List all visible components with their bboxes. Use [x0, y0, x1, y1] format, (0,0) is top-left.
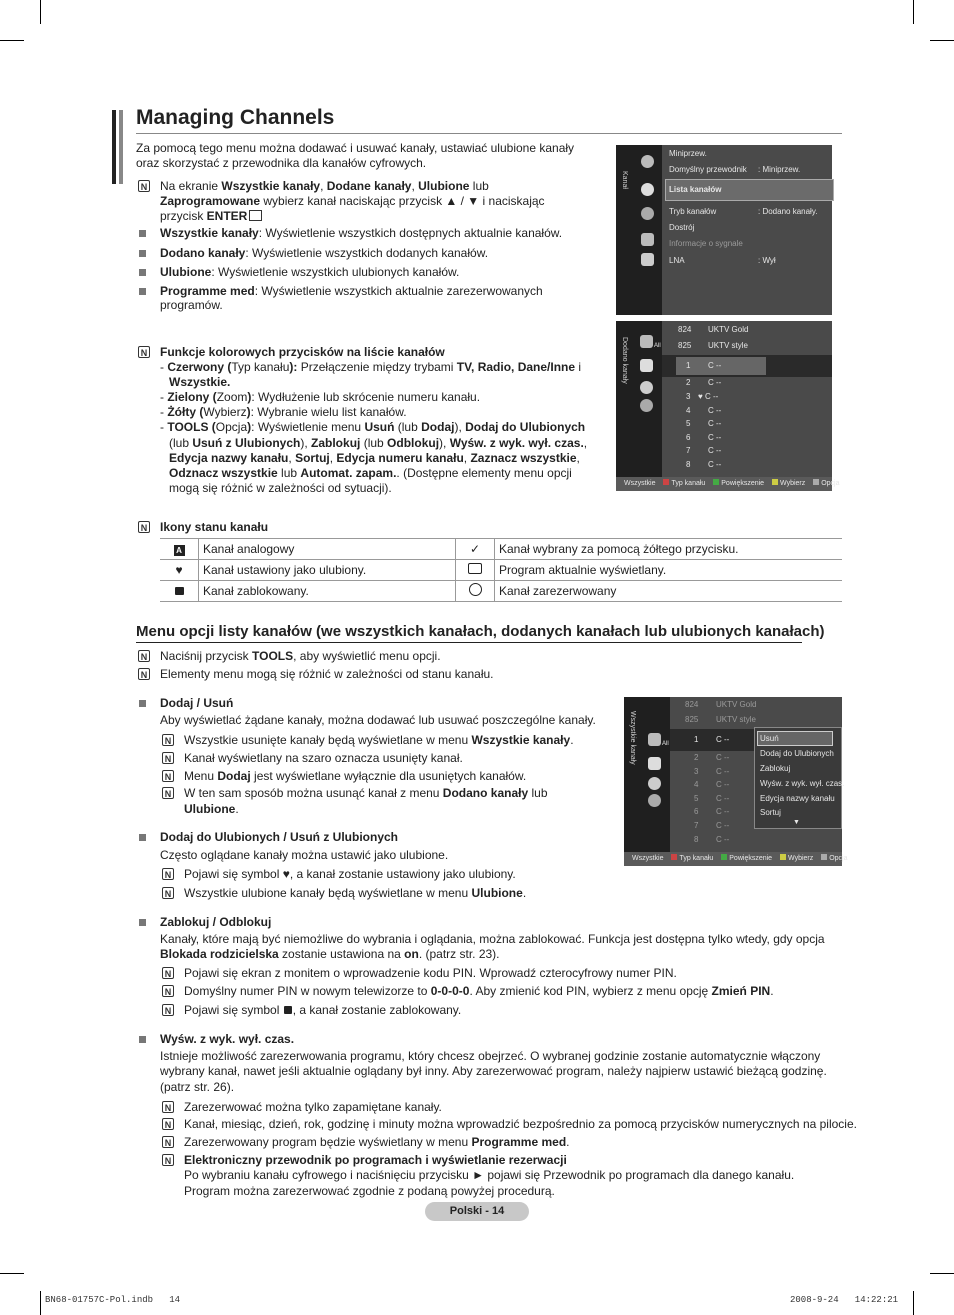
- note-enter-line2: Zaprogramowane wybierz kanał naciskając przycisk ▲ / ▼ i naciskając: [160, 194, 545, 208]
- all-icon-label: All: [662, 741, 669, 747]
- crop-mark: [930, 40, 954, 41]
- sound-icon: [641, 183, 654, 196]
- footer-zoom[interactable]: Powiększenie: [721, 480, 765, 487]
- tools-note: Naciśnij przycisk TOOLS, aby wyświetlić menu opcji.: [160, 649, 441, 663]
- lock-icon: [284, 1006, 292, 1014]
- bullet-square: [139, 230, 146, 237]
- footer-type[interactable]: Typ kanału: [679, 855, 714, 862]
- clock-icon: [640, 399, 653, 412]
- note-icon: N: [162, 967, 174, 979]
- page-number-badge: Polski - 14: [425, 1202, 529, 1221]
- title-bar: [119, 110, 123, 184]
- osd-sidebar: [616, 145, 662, 315]
- timer-view-note4: Elektroniczny przewodnik po programach i wyświetlanie rezerwacji: [184, 1153, 567, 1167]
- timer-view-note4-desc2: Program można zarezerwować zgodnie z podaną powyżej procedurą.: [184, 1184, 555, 1198]
- table-cell: Kanał analogowy: [199, 539, 456, 560]
- note-icon: N: [162, 1004, 174, 1016]
- channel-number: 5: [694, 794, 699, 803]
- channel-number: 3: [694, 767, 699, 776]
- osd-vertical-label: Kanał: [621, 171, 628, 189]
- add-delete-note3: Menu Dodaj jest wyświetlane wyłącznie dla usuniętych kanałów.: [184, 769, 527, 783]
- note-icon: N: [162, 1136, 174, 1148]
- note-icon: N: [138, 650, 150, 662]
- favourite-note2: Wszystkie ulubione kanały będą wyświetlane w menu Ulubione.: [184, 886, 527, 900]
- option-sort[interactable]: Sortuj: [760, 808, 781, 817]
- channel-name[interactable]: UKTV Gold: [708, 325, 749, 334]
- bullet-square: [139, 288, 146, 295]
- lock-note2: Domyślny numer PIN w nowym telewizorze to 0-0-0-0. Aby zmienić kod PIN, wybierz z menu opcję Zmień PIN.: [184, 984, 774, 998]
- tv-icon: [648, 757, 661, 770]
- channel-name[interactable]: C --: [708, 446, 722, 455]
- osd-row[interactable]: Lista kanałów: [669, 185, 722, 194]
- input-icon: [641, 253, 654, 266]
- osd-sidebar: [624, 697, 670, 866]
- tv-icon: [456, 560, 495, 581]
- option-timer-view[interactable]: Wyśw. z wyk. wył. czas.: [760, 779, 845, 788]
- crop-mark: [930, 1273, 954, 1274]
- channel-name[interactable]: UKTV style: [708, 341, 749, 350]
- channel-number: 7: [694, 821, 699, 830]
- osd-row[interactable]: LNA: [669, 256, 685, 265]
- bullet-square: [139, 834, 146, 841]
- red-button-line2: Wszystkie.: [169, 375, 231, 389]
- analog-icon: A: [160, 539, 199, 560]
- title-underline: [136, 133, 842, 134]
- option-lock[interactable]: Zablokuj: [760, 764, 791, 773]
- print-footer-right: 2008-9-24 14:22:21: [790, 1295, 899, 1305]
- options-note: Elementy menu mogą się różnić w zależności od stanu kanału.: [160, 667, 494, 681]
- channel-name[interactable]: C --: [708, 361, 722, 370]
- osd-footer: [624, 852, 848, 866]
- osd-channel-list: [662, 321, 832, 491]
- footer-select[interactable]: Wybierz: [788, 855, 814, 862]
- channel-name[interactable]: C --: [716, 835, 730, 844]
- channel-number: 824: [685, 700, 699, 709]
- channel-number: 4: [694, 780, 699, 789]
- osd-row-value: : Wył: [758, 256, 776, 265]
- bullet-square: [139, 269, 146, 276]
- channel-number: 824: [678, 325, 692, 334]
- osd-row[interactable]: Miniprzew.: [669, 149, 707, 158]
- title-bar: [112, 110, 116, 184]
- crop-mark: [0, 1273, 24, 1274]
- osd-channel-list: [670, 697, 845, 866]
- clock-icon: [456, 581, 495, 602]
- table-cell: Kanał ustawiony jako ulubiony.: [199, 560, 456, 581]
- note-enter-line1: Na ekranie Wszystkie kanały, Dodane kanały, Ulubione lub: [160, 179, 489, 193]
- red-button-line: - Czerwony (Typ kanału): Przełączenie między trybami TV, Radio, Dane/Inne i: [160, 360, 582, 374]
- antenna-icon: [641, 233, 654, 246]
- channel-number: 8: [686, 460, 691, 469]
- crop-mark: [0, 40, 24, 41]
- bullet-programmed-cont: programów.: [160, 298, 223, 312]
- channel-number: 825: [685, 715, 699, 724]
- table-row: [160, 539, 842, 560]
- clock-icon: [648, 794, 661, 807]
- gear-icon: [641, 207, 654, 220]
- osd-row[interactable]: Informacje o sygnale: [669, 239, 743, 248]
- table-cell: Kanał zablokowany.: [199, 581, 456, 602]
- note-enter-line3: przycisk ENTER: [160, 209, 262, 224]
- status-icons-title: Ikony stanu kanału: [160, 520, 269, 534]
- crop-mark: [40, 1291, 41, 1315]
- options-popup: [754, 727, 845, 829]
- note-icon: N: [162, 868, 174, 880]
- tools-button-line: - TOOLS (Opcja): Wyświetlenie menu Usuń (lub Dodaj), Dodaj do Ulubionych: [160, 420, 586, 434]
- channel-name[interactable]: C --: [708, 406, 722, 415]
- add-delete-note2: Kanał wyświetlany na szaro oznacza usunięty kanał.: [184, 751, 463, 765]
- osd-row[interactable]: Dostrój: [669, 223, 695, 232]
- bullet-square: [139, 700, 146, 707]
- channel-name[interactable]: ♥ C --: [698, 392, 719, 401]
- note-icon: N: [162, 985, 174, 997]
- channel-number: 1: [694, 735, 699, 744]
- osd-row[interactable]: Tryb kanałów: [669, 207, 717, 216]
- option-delete[interactable]: Usuń: [760, 734, 779, 743]
- channel-name[interactable]: C --: [716, 735, 730, 744]
- table-row: [160, 581, 842, 602]
- table-cell: Program aktualnie wyświetlany.: [495, 560, 843, 581]
- lock-desc2: Blokada rodzicielska zostanie ustawiona na on. (patrz str. 23).: [160, 947, 500, 961]
- section-heading: Menu opcji listy kanałów (we wszystkich kanałach, dodanych kanałach lub ulubionych kanałach): [136, 623, 825, 640]
- channel-number: 6: [686, 433, 691, 442]
- channel-name[interactable]: C --: [716, 753, 730, 762]
- lock-note3: Pojawi się symbol , a kanał zostanie zablokowany.: [184, 1003, 462, 1017]
- heart-icon: ♥: [160, 560, 199, 581]
- footer-all[interactable]: Wszystkie: [632, 855, 664, 862]
- green-button-line: - Zielony (Zoom): Wydłużenie lub skrócenie numeru kanału.: [160, 390, 481, 404]
- bullet-programmed: Programme med: Wyświetlenie wszystkich aktualnie zarezerwowanych: [160, 284, 543, 298]
- channel-name[interactable]: C --: [716, 767, 730, 776]
- note-icon: N: [162, 770, 174, 782]
- crop-mark: [40, 0, 41, 24]
- note-icon: N: [162, 752, 174, 764]
- channel-number: 4: [686, 406, 691, 415]
- section-underline: [136, 642, 802, 643]
- osd-row-value: : Miniprzew.: [758, 165, 801, 174]
- footer-option[interactable]: Opcja: [821, 480, 840, 487]
- bullet-square: [139, 1036, 146, 1043]
- lock-desc1: Kanały, które mają być niemożliwe do wybrania i oglądania, można zablokować. Funkcja jest dostępna tylko wtedy, gdy opcja: [160, 932, 825, 946]
- lock-icon: [160, 581, 199, 602]
- note-icon: N: [138, 346, 150, 358]
- note-icon: N: [162, 1154, 174, 1166]
- channel-name[interactable]: C --: [716, 794, 730, 803]
- option-add-favourite[interactable]: Dodaj do Ulubionych: [760, 749, 834, 758]
- all-icon-label: All: [654, 343, 661, 349]
- channel-name[interactable]: C --: [708, 378, 722, 387]
- note-icon: N: [162, 887, 174, 899]
- bullet-square: [139, 919, 146, 926]
- channel-name[interactable]: C --: [708, 460, 722, 469]
- tools-button-line2: (lub Usuń z Ulubionych), Zablokuj (lub Odblokuj), Wyśw. z wyk. wył. czas.,: [169, 436, 588, 450]
- bullet-favourites: Ulubione: Wyświetlenie wszystkich ulubionych kanałów.: [160, 265, 460, 279]
- bullet-square: [139, 250, 146, 257]
- osd-row[interactable]: Domyślny przewodnik: [669, 165, 747, 174]
- table-cell: Kanał wybrany za pomocą żółtego przycisku.: [495, 539, 843, 560]
- crop-mark: [913, 0, 914, 24]
- osd-all-channels-options: [624, 697, 848, 866]
- timer-view-note1: Zarezerwować można tylko zapamiętane kanały.: [184, 1100, 442, 1114]
- print-footer-left: BN68-01757C-Pol.indb 14: [45, 1295, 181, 1305]
- timer-view-note2: Kanał, miesiąc, dzień, rok, godzinę i minuty można wprowadzić bezpośrednio za pomocą przycisków numerycznych na pilocie.: [184, 1117, 857, 1131]
- tools-button-line3: Edycja nazwy kanału, Sortuj, Edycja numeru kanału, Zaznacz wszystkie,: [169, 451, 580, 465]
- option-edit-name[interactable]: Edycja nazwy kanału: [760, 794, 835, 803]
- add-delete-title: Dodaj / Usuń: [160, 696, 234, 710]
- lock-note1: Pojawi się ekran z monitem o wprowadzenie kodu PIN. Wprowadź czterocyfrowy numer PIN.: [184, 966, 677, 980]
- tv-icon: [640, 359, 653, 372]
- timer-view-title: Wyśw. z wyk. wył. czas.: [160, 1032, 295, 1046]
- channel-number: 5: [686, 419, 691, 428]
- osd-row-value: : Dodano kanały.: [758, 207, 818, 216]
- add-delete-note4-cont: Ulubione.: [184, 802, 239, 816]
- timer-view-desc3: (patrz str. 26).: [160, 1080, 235, 1094]
- channel-number: 825: [678, 341, 692, 350]
- crop-mark: [913, 1291, 914, 1315]
- osd-vertical-label: Dodano kanały: [621, 337, 628, 384]
- status-icons-table: [160, 538, 842, 602]
- channel-name[interactable]: UKTV Gold: [716, 700, 757, 709]
- footer-zoom[interactable]: Powiększenie: [729, 855, 773, 862]
- timer-view-desc1: Istnieje możliwość zarezerwowania programu, który chcesz obejrzeć. O wybranej godzinie zostanie automatycznie włączony: [160, 1049, 821, 1063]
- tools-button-line5: mogą się różnić w zależności od sytuacji).: [169, 481, 392, 495]
- channel-name[interactable]: C --: [716, 780, 730, 789]
- note-icon: N: [138, 180, 150, 192]
- all-icon: [640, 335, 653, 348]
- yellow-button-line: - Żółty (Wybierz): Wybranie wielu list kanałów.: [160, 405, 407, 419]
- channel-name[interactable]: C --: [716, 821, 730, 830]
- all-icon: [648, 733, 661, 746]
- timer-view-desc2: wybrany kanał, nawet jeśli aktualnie oglądany był inny. Aby zarezerwować program, należy najpierw ustawić bieżącą godzinę.: [160, 1064, 827, 1078]
- color-buttons-title: Funkcje kolorowych przycisków na liście kanałów: [160, 345, 445, 359]
- footer-type[interactable]: Typ kanału: [671, 480, 706, 487]
- heart-icon: [640, 381, 653, 394]
- osd-added-channels: [616, 321, 840, 491]
- channel-name[interactable]: C --: [716, 807, 730, 816]
- check-icon: ✓: [456, 539, 495, 560]
- channel-number: 6: [694, 807, 699, 816]
- page-title: Managing Channels: [136, 106, 335, 129]
- favourite-note1: Pojawi się symbol ♥, a kanał zostanie ustawiony jako ulubiony.: [184, 867, 516, 881]
- timer-view-note3: Zarezerwowany program będzie wyświetlany w menu Programme med.: [184, 1135, 570, 1149]
- note-icon: N: [162, 787, 174, 799]
- note-icon: N: [162, 1101, 174, 1113]
- table-row: [160, 560, 842, 581]
- note-icon: N: [138, 668, 150, 680]
- chevron-down-icon[interactable]: ▼: [793, 819, 800, 826]
- channel-number: 2: [686, 378, 691, 387]
- osd-sidebar: [616, 321, 662, 491]
- footer-option[interactable]: Opcja: [829, 855, 848, 862]
- channel-number: 8: [694, 835, 699, 844]
- heart-icon: [648, 777, 661, 790]
- table-cell: Kanał zarezerwowany: [495, 581, 843, 602]
- note-icon: N: [162, 734, 174, 746]
- add-delete-note4: W ten sam sposób można usunąć kanał z menu Dodano kanały lub: [184, 786, 548, 800]
- favourite-desc: Często oglądane kanały można ustawić jako ulubione.: [160, 848, 449, 862]
- channel-number: 2: [694, 753, 699, 762]
- channel-name[interactable]: C --: [708, 419, 722, 428]
- note-icon: N: [162, 1118, 174, 1130]
- channel-number: 7: [686, 446, 691, 455]
- osd-channel-menu: [616, 145, 832, 315]
- intro-text: Za pomocą tego menu można dodawać i usuwać kanały, ustawiać ulubione kanały oraz skorzystać z przewodnika dla kanałów cyfrowych.: [136, 141, 575, 170]
- osd-vertical-label: Wszystkie kanały: [629, 711, 636, 765]
- channel-number: 3: [686, 392, 691, 401]
- favourite-title: Dodaj do Ulubionych / Usuń z Ulubionych: [160, 830, 398, 844]
- channel-number: 1: [686, 361, 691, 370]
- add-delete-note1: Wszystkie usunięte kanały będą wyświetlane w menu Wszystkie kanały.: [184, 733, 574, 747]
- footer-all[interactable]: Wszystkie: [624, 480, 656, 487]
- channel-name[interactable]: C --: [708, 433, 722, 442]
- tools-button-line4: Odznacz wszystkie lub Automat. zapam.. (Dostępne elementy menu opcji: [169, 466, 572, 480]
- picture-icon: [641, 155, 654, 168]
- add-delete-desc: Aby wyświetlać żądane kanały, można dodawać lub usuwać poszczególne kanały.: [160, 713, 596, 727]
- osd-menu-list: [662, 145, 832, 315]
- enter-icon: [249, 210, 262, 221]
- channel-name[interactable]: UKTV style: [716, 715, 757, 724]
- footer-select[interactable]: Wybierz: [780, 480, 806, 487]
- note-icon: N: [138, 521, 150, 533]
- timer-view-note4-desc1: Po wybraniu kanału cyfrowego i naciśnięciu przycisku ► pojawi się Przewodnik po programach dla danego kanału.: [184, 1168, 795, 1182]
- lock-title: Zablokuj / Odblokuj: [160, 915, 272, 929]
- osd-footer: [616, 477, 840, 491]
- bullet-all-channels: Wszystkie kanały: Wyświetlenie wszystkich dostępnych aktualnie kanałów.: [160, 226, 563, 240]
- bullet-added-channels: Dodano kanały: Wyświetlenie wszystkich dodanych kanałów.: [160, 246, 489, 260]
